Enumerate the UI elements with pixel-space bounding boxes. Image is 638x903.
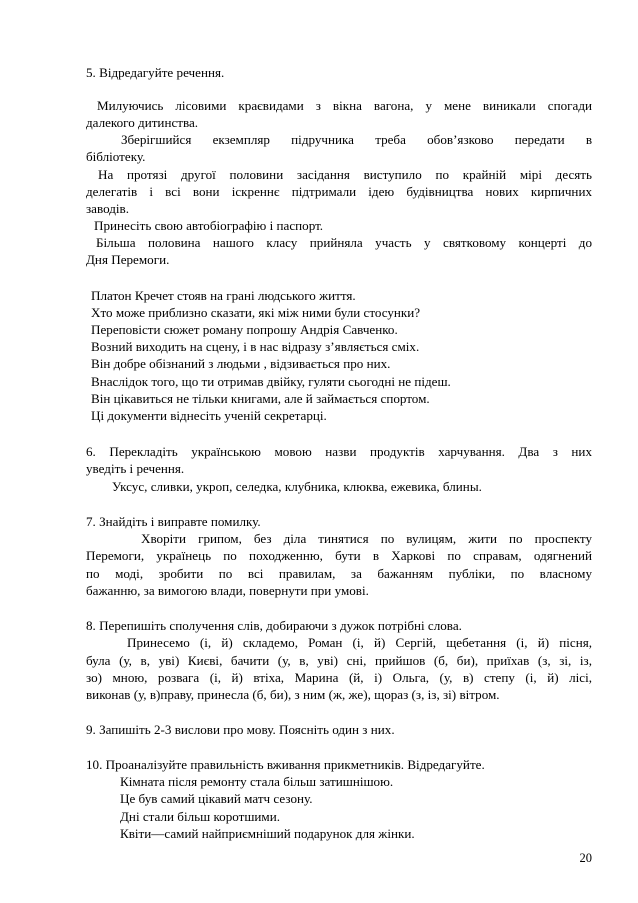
text-line: Ці документи віднесіть ученій секретарці.	[91, 408, 327, 423]
text-line: На протязі другої половини засідання виступило по крайній мірі десять	[98, 167, 592, 182]
text-line: Він цікавиться не тільки книгами, але й займається спортом.	[91, 391, 430, 406]
text-line: бажанню, за вимогою влади, повернути при умові.	[86, 583, 369, 598]
task-9-heading: 9. Запишіть 2-3 вислови про мову. Поясніть один з них.	[86, 722, 395, 737]
text-line: Це був самий цікавий матч сезону.	[120, 791, 313, 806]
text-line: Кімната після ремонту стала більш затишнішою.	[120, 774, 394, 789]
task-5-heading: 5. Відредагуйте речення.	[86, 65, 225, 80]
text-line: Принесемо (і, й) складемо, Роман (і, й) Сергій, щебетання (і, й) пісня,	[127, 635, 592, 650]
text-line: виконав (у, в)праву, принесла (б, би), з ним (ж, же), щораз (з, із, зі) вітром.	[86, 687, 500, 702]
text-line: Квіти—самий найприємніший подарунок для жінки.	[120, 826, 415, 841]
text-line: Уксус, сливки, укроп, селедка, клубника, клюква, ежевика, блины.	[112, 479, 482, 494]
text-line: Зберігшийся екземпляр підручника треба обов’язково передати в	[121, 132, 592, 147]
text-line: заводів.	[86, 201, 130, 216]
text-line: Дня Перемоги.	[86, 252, 170, 267]
text-line: далекого дитинства.	[86, 115, 199, 130]
task-6-heading: 6. Перекладіть українською мовою назви продуктів харчування. Два з них	[86, 444, 592, 459]
text-line: Принесіть свою автобіографію і паспорт.	[94, 218, 324, 233]
text-line: Хворіти грипом, без діла тинятися по вулицям, жити по проспекту	[141, 531, 592, 546]
text-line: делегатів і всі вони іскреннє підтримали ідею будівництва нових кирпичних	[86, 184, 592, 199]
text-line: Возний виходить на сцену, і в нас відразу з’являється сміх.	[91, 339, 420, 354]
text-line: Перемоги, українець по походженню, бути в Харкові по справам, одягнений	[86, 548, 592, 563]
text-line: по моді, зробити по всі правилам, за бажанням публіки, по власному	[86, 566, 592, 581]
text-line: Платон Кречет стояв на грані людського життя.	[91, 288, 356, 303]
text-line: була (у, в, уві) Києві, бачити (у, в, уві) сні, прийшов (б, би), приїхав (з, зі, із,	[86, 653, 592, 668]
text-line: Хто може приблизно сказати, які між ними були стосунки?	[91, 305, 421, 320]
text-line: Дні стали більш коротшими.	[120, 809, 280, 824]
task-7-heading: 7. Знайдіть і виправте помилку.	[86, 514, 261, 529]
text-line: Більша половина нашого класу прийняла участь у святковому концерті до	[96, 235, 592, 250]
text-line: уведіть і речення.	[86, 461, 185, 476]
task-10-heading: 10. Проаналізуйте правильність вживання прикметників. Відредагуйте.	[86, 757, 485, 772]
text-line: Внаслідок того, що ти отримав двійку, гуляти сьогодні не підеш.	[91, 374, 451, 389]
text-line: бібліотеку.	[86, 149, 146, 164]
text-line: Милуючись лісовими краєвидами з вікна вагона, у мене виникали спогади	[97, 98, 592, 113]
text-line: зо) мною, розвага (і, й) втіха, Марина (й, і) Ольга, (у, в) степу (і, й) лісі,	[86, 670, 592, 685]
text-line: Він добре обізнаний з людьми , відзивається про них.	[91, 356, 391, 371]
text-line: Переповісти сюжет роману попрошу Андрія Савченко.	[91, 322, 398, 337]
page-number: 20	[579, 851, 592, 865]
task-8-heading: 8. Перепишіть сполучення слів, добираючи з дужок потрібні слова.	[86, 618, 462, 633]
